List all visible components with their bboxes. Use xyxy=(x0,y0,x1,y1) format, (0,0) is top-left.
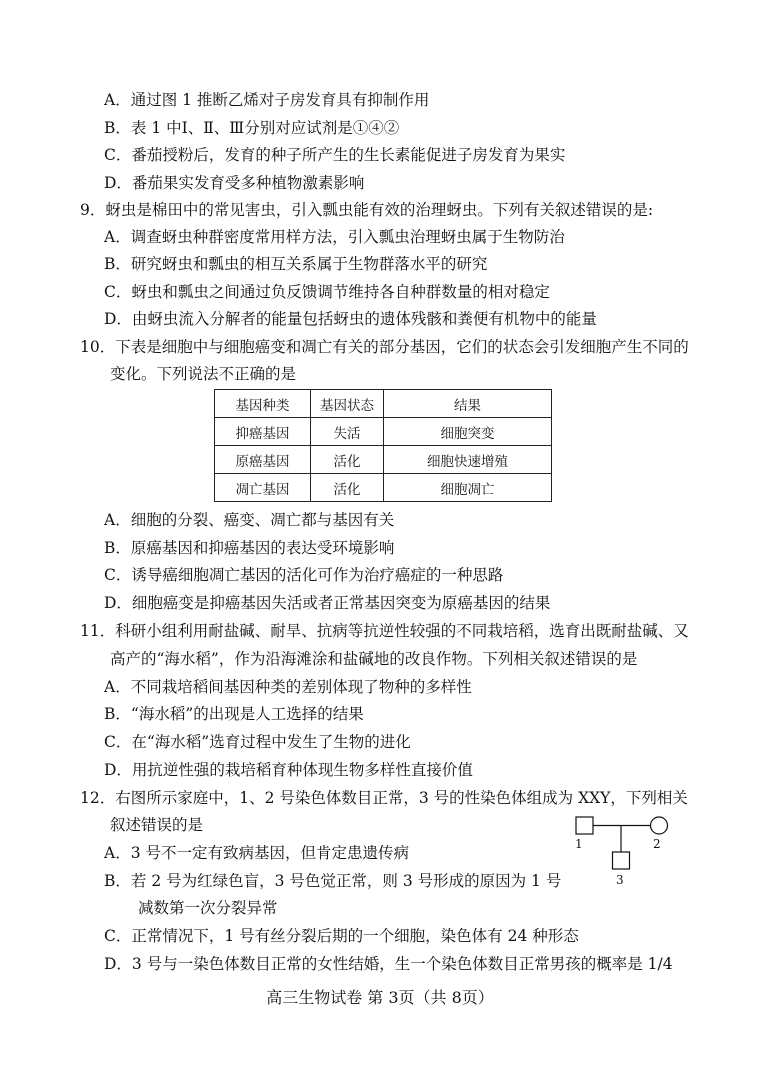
son-square-icon xyxy=(613,852,630,869)
q10-stem-line2: 变化。下列说法不正确的是 xyxy=(110,365,297,383)
pedigree-label-2: 2 xyxy=(653,837,661,851)
table-header-row xyxy=(215,390,552,418)
q10-option-b: B．原癌基因和抑癌基因的表达受环境影响 xyxy=(104,539,395,557)
q11-stem-line1: 11．科研小组利用耐盐碱、耐旱、抗病等抗逆性较强的不同栽培稻，选育出既耐盐碱、又 xyxy=(80,622,689,640)
q8-option-c: C．番茄授粉后，发育的种子所产生的生长素能促进子房发育为果实 xyxy=(104,146,566,164)
q10-option-c: C．诱导癌细胞凋亡基因的活化可作为治疗癌症的一种思路 xyxy=(104,566,504,584)
table-cell: 细胞快速增殖 xyxy=(384,446,552,474)
q8-option-b: B．表 1 中Ⅰ、Ⅱ、Ⅲ分别对应试剂是①④② xyxy=(104,119,400,137)
table-cell: 原癌基因 xyxy=(215,446,311,474)
q12-option-b-cont: 减数第一次分裂异常 xyxy=(138,899,278,917)
male-square-icon xyxy=(576,817,593,834)
table-row xyxy=(215,446,552,474)
q10-option-d: D．细胞癌变是抑癌基因失活或者正常基因突变为原癌基因的结果 xyxy=(104,594,551,612)
table-cell: 凋亡基因 xyxy=(215,474,311,502)
q12-option-b: B．若 2 号为红绿色盲，3 号色觉正常，则 3 号形成的原因为 1 号 xyxy=(104,872,562,890)
female-circle-icon xyxy=(651,817,668,834)
table-cell: 活化 xyxy=(311,446,384,474)
q9-option-d: D．由蚜虫流入分解者的能量包括蚜虫的遗体残骸和粪便有机物中的能量 xyxy=(104,310,597,328)
q11-option-b: B．“海水稻”的出现是人工选择的结果 xyxy=(104,705,364,723)
pedigree-label-3: 3 xyxy=(616,873,624,887)
table-header-cell: 基因种类 xyxy=(215,390,311,418)
table-cell: 抑癌基因 xyxy=(215,418,311,446)
table-row xyxy=(215,474,552,502)
q12-option-a: A．3 号不一定有致病基因，但肯定患遗传病 xyxy=(104,844,409,862)
table-cell: 失活 xyxy=(311,418,384,446)
q12-option-c: C．正常情况下，1 号有丝分裂后期的一个细胞，染色体有 24 种形态 xyxy=(104,927,579,945)
q9-stem: 9．蚜虫是棉田中的常见害虫，引入瓢虫能有效的治理蚜虫。下列有关叙述错误的是: xyxy=(80,201,654,219)
table-cell: 细胞凋亡 xyxy=(384,474,552,502)
table-cell: 细胞突变 xyxy=(384,418,552,446)
q11-option-c: C．在“海水稻”选育过程中发生了生物的进化 xyxy=(104,733,411,751)
pedigree-label-1: 1 xyxy=(575,837,583,851)
gene-table xyxy=(214,389,552,502)
q12-stem-line1: 12．右图所示家庭中，1、2 号染色体数目正常，3 号的性染色体组成为 XXY，下列相关 xyxy=(80,789,688,807)
q11-stem-line2: 高产的“海水稻”，作为沿海滩涂和盐碱地的改良作物。下列相关叙述错误的是 xyxy=(110,650,638,668)
page-footer: 高三生物试卷 第 3页（共 8页） xyxy=(266,988,494,1007)
q12-option-d: D．3 号与一染色体数目正常的女性结婚，生一个染色体数目正常男孩的概率是 1/4 xyxy=(104,955,673,973)
q9-option-a: A．调查蚜虫种群密度常用样方法，引入瓢虫治理蚜虫属于生物防治 xyxy=(104,228,565,246)
table-header-cell: 结果 xyxy=(384,390,552,418)
q9-option-c: C．蚜虫和瓢虫之间通过负反馈调节维持各自种群数量的相对稳定 xyxy=(104,283,550,301)
q9-option-b: B．研究蚜虫和瓢虫的相互关系属于生物群落水平的研究 xyxy=(104,255,488,273)
q12-stem-line2: 叙述错误的是 xyxy=(110,816,204,834)
table-row xyxy=(215,418,552,446)
q10-stem-line1: 10．下表是细胞中与细胞癌变和凋亡有关的部分基因，它们的状态会引发细胞产生不同的 xyxy=(80,338,689,356)
q8-option-a: A．通过图 1 推断乙烯对子房发育具有抑制作用 xyxy=(104,91,430,109)
q10-option-a: A．细胞的分裂、癌变、凋亡都与基因有关 xyxy=(104,511,395,529)
table-header-cell: 基因状态 xyxy=(311,390,384,418)
table-cell: 活化 xyxy=(311,474,384,502)
q11-option-d: D．用抗逆性强的栽培稻育种体现生物多样性直接价值 xyxy=(104,761,473,779)
q11-option-a: A．不同栽培稻间基因种类的差别体现了物种的多样性 xyxy=(104,678,472,696)
q8-option-d: D．番茄果实发育受多种植物激素影响 xyxy=(104,174,365,192)
